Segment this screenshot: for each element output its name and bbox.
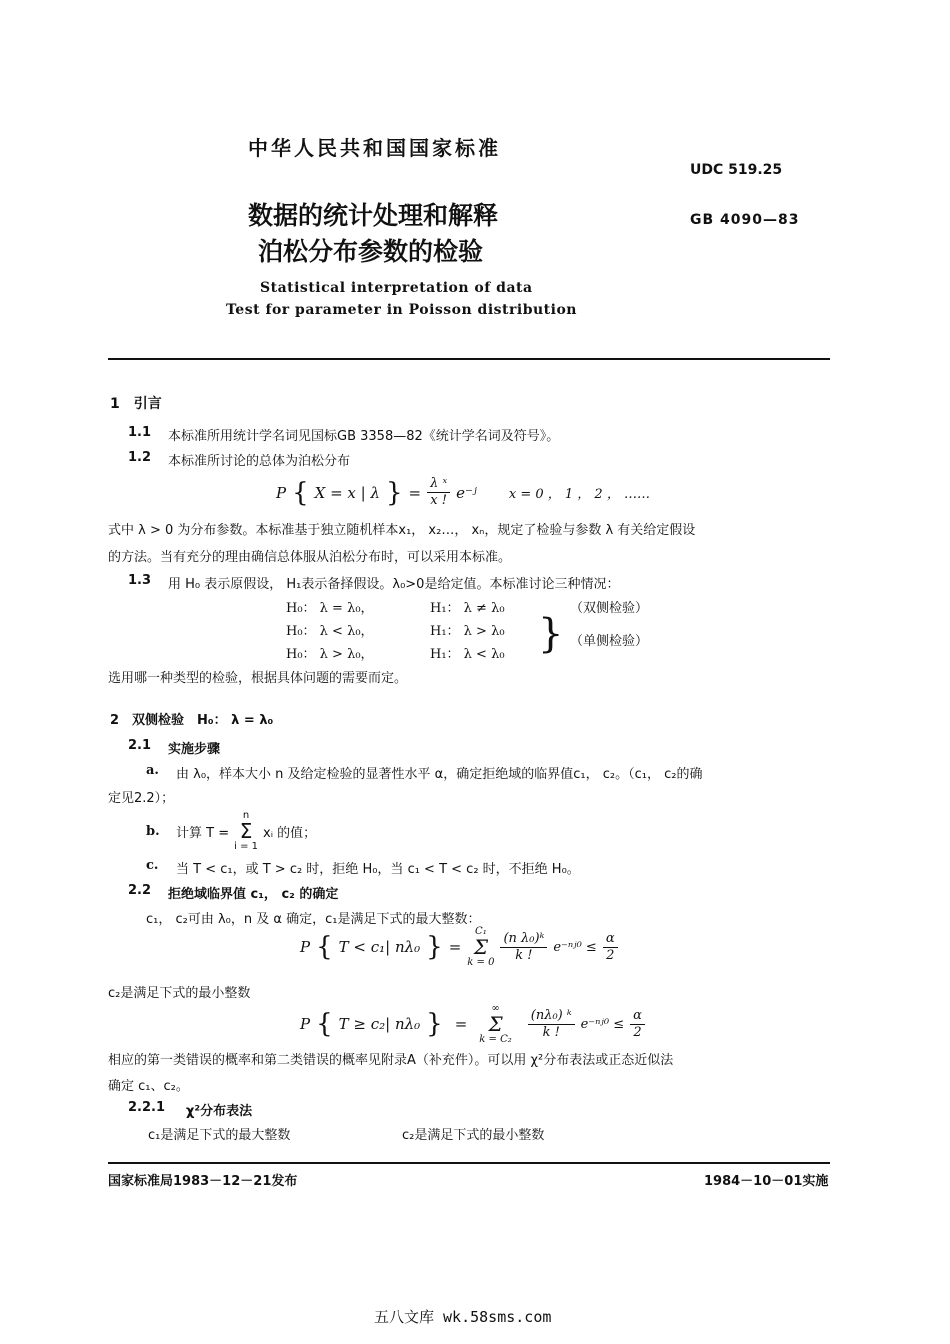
step-a-text-line1: 由 λ₀，样本大小 n 及给定检验的显著性水平 α，确定拒绝域的临界值c₁， c₂。（c₁， c₂的确 [176,767,703,782]
hypothesis-2-h0: H₀： λ < λ₀， [286,624,374,639]
error-prob-line1: 相应的第一类错误的概率和第二类错误的概率见附录A（补充件）。可以用 χ²分布表法或正态近似法 [108,1053,674,1068]
formula-c2-numerator: (nλ₀) ᵏ [528,1008,575,1025]
formula-c1-p: P [300,938,311,956]
clause-2-1-title: 实施步骤 [168,742,221,757]
formula-c2-denominator: k ! [542,1024,560,1040]
english-title-line1: Statistical interpretation of data [260,280,533,296]
step-b-sum-bottom: i = 1 [234,841,258,852]
formula-poisson-range: x = 0 ， 1 ， 2 ， …… [508,487,650,502]
clause-1-2-cont-line2: 的方法。当有充分的理由确信总体服从泊松分布时，可以采用本标准。 [108,550,512,565]
formula-c1-numerator: (n λ₀)ᵏ [500,931,547,948]
step-c-text: 当 T < c₁，或 T > c₂ 时，拒绝 H₀，当 c₁ < T < c₂ 时，不拒绝 H₀。 [176,862,580,877]
header-divider [108,358,830,360]
formula-poisson-numerator: λ ˣ [427,476,450,493]
clause-1-1-number: 1.1 [128,425,152,440]
document-title-line2: 泊松分布参数的检验 [258,237,484,266]
clause-2-2-1-number: 2.2.1 [128,1100,166,1115]
c2-intro: c₂是满足下式的最小整数 [108,986,251,1001]
formula-poisson-eq: = [408,483,422,502]
clause-2-2-number: 2.2 [128,883,152,898]
hypothesis-2-h1: H₁： λ > λ₀ [430,624,505,639]
clause-1-3-tail: 选用哪一种类型的检验，根据具体问题的需要而定。 [108,671,408,686]
site-watermark: 五八文库 wk.58sms.com [374,1308,552,1326]
step-b-sum-top: n [242,810,250,821]
clause-1-3-number: 1.3 [128,573,152,588]
formula-c2-alpha-den: 2 [633,1024,642,1040]
clause-2-1-number: 2.1 [128,738,152,753]
formula-c1-brace-close: } [426,932,443,962]
clause-2-2-intro: c₁， c₂可由 λ₀，n 及 α 确定，c₁是满足下式的最大整数： [146,912,481,927]
national-standard-title: 中华人民共和国国家标准 [248,136,501,160]
hypothesis-3-h0: H₀： λ > λ₀， [286,647,374,662]
clause-1-1-text: 本标准所用统计学名词见国标GB 3358—82《统计学名词及符号》。 [168,429,560,444]
sigma-icon: Σ [488,1012,503,1036]
formula-c2-brace-open: { [316,1009,333,1039]
formula-c1-brace-open: { [316,932,333,962]
section-1-heading: 1 引言 [110,396,162,412]
sigma-icon: Σ [473,935,488,959]
formula-poisson-brace-close: } [385,477,403,508]
formula-c1-eq: = [448,938,462,956]
formula-c2-brace-close: } [426,1009,443,1039]
formula-poisson-exp: e⁻ʲ [456,483,477,502]
formula-c1-denominator: k ! [515,947,533,963]
hypothesis-1-h1: H₁： λ ≠ λ₀ [430,601,505,616]
formula-c2-exp: e⁻ⁿʲ⁰ ≤ [580,1016,625,1032]
clause-2-2-title: 拒绝域临界值 c₁， c₂ 的确定 [168,887,339,902]
two-sided-label: （双侧检验） [570,601,649,616]
formula-c2-p: P [300,1015,311,1033]
one-sided-brace: } [538,611,564,657]
formula-c2-alpha-fraction [630,1008,645,1041]
step-b-sum [234,810,258,852]
formula-poisson-fraction [427,476,450,509]
formula-c2-alpha-num: α [630,1008,645,1025]
english-title-line2: Test for parameter in Poisson distribution [226,302,577,318]
hypothesis-3-h1: H₁： λ < λ₀ [430,647,505,662]
issue-date: 国家标准局1983－12－21发布 [108,1174,298,1189]
formula-poisson [276,476,650,509]
c1-max-integer-line: c₁是满足下式的最大整数 [148,1128,291,1143]
formula-c2-sum-top: ∞ [491,1003,500,1014]
formula-poisson-inner: X = x | λ [314,483,380,502]
step-b-label: b. [146,824,160,839]
step-b-post: xᵢ 的值； [263,825,317,841]
document-title-line1: 数据的统计处理和解释 [248,201,499,230]
formula-c2 [300,1003,645,1045]
clause-2-2-1-title: χ²分布表法 [186,1104,253,1119]
clause-1-2-cont-line1: 式中 λ > 0 为分布参数。本标准基于独立随机样本x₁， x₂…， xₙ，规定了检验与参数 λ 有关给定假设 [108,523,696,538]
clause-1-2-text: 本标准所讨论的总体为泊松分布 [168,454,351,469]
step-a-label: a. [146,763,159,778]
formula-c1-inner: T < c₁| nλ₀ [338,938,421,956]
formula-c1-exp: e⁻ⁿʲ⁰ ≤ [553,939,597,955]
hypothesis-1-h0: H₀： λ = λ₀， [286,601,374,616]
one-sided-label: （单侧检验） [570,634,649,649]
sigma-icon: Σ [239,819,253,843]
formula-c2-sum-bottom: k = C₂ [479,1034,512,1045]
formula-c1-alpha-den: 2 [606,947,615,963]
step-b-formula [176,810,316,852]
formula-poisson-brace-open: { [292,477,309,508]
formula-c2-fraction [528,1008,575,1041]
formula-c2-eq: = [454,1015,468,1033]
formula-c2-sum [479,1003,511,1045]
formula-c1-alpha-num: α [603,931,618,948]
formula-c1-alpha-fraction [603,931,618,964]
clause-1-3-text: 用 H₀ 表示原假设， H₁表示备择假设。λ₀>0是给定值。本标准讨论三种情况： [168,577,620,592]
section-2-heading: 2 双侧检验 H₀： λ = λ₀ [110,713,274,728]
formula-c1 [300,926,618,968]
formula-c1-sum-bottom: k = 0 [467,957,495,968]
formula-c1-sum-top: C₁ [475,926,487,937]
formula-c1-fraction [500,931,547,964]
udc-code: UDC 519.25 [690,162,783,178]
formula-c1-sum [467,926,494,968]
standard-code: GB 4090—83 [690,212,800,228]
step-a-text-line2: 定见2.2）； [108,791,175,806]
step-b-pre: 计算 T = [176,825,230,841]
formula-poisson-p: P [276,483,287,502]
formula-poisson-denominator: x ! [430,493,447,508]
c2-min-integer-line: c₂是满足下式的最小整数 [402,1128,545,1143]
footer-divider [108,1162,830,1164]
formula-c2-inner: T ≥ c₂| nλ₀ [338,1015,421,1033]
error-prob-line2: 确定 c₁、c₂。 [108,1079,189,1094]
step-c-label: c. [146,858,159,873]
effective-date: 1984－10－01实施 [704,1174,829,1189]
clause-1-2-number: 1.2 [128,450,152,465]
